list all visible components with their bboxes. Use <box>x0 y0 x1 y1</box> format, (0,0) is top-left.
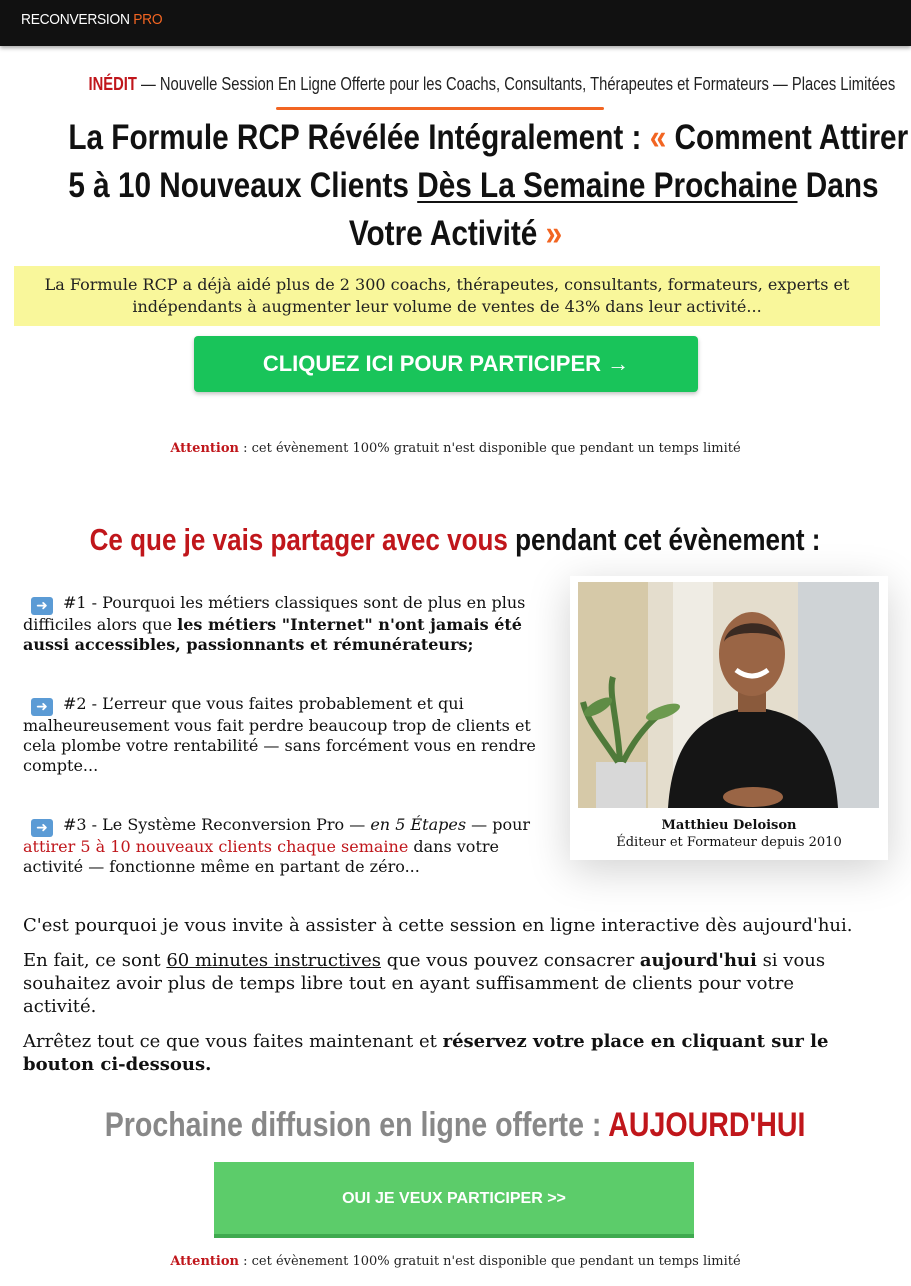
brand-name: RECONVERSION <box>21 11 130 28</box>
next-broadcast-title <box>0 1106 911 1145</box>
bullet-text: dans votre activité — fonctionne même en partant de zéro... <box>23 837 499 876</box>
section-title <box>0 522 911 558</box>
participate-button[interactable]: CLIQUEZ ICI POUR PARTICIPER → <box>194 336 698 392</box>
social-proof-line-1: La Formule RCP a déjà aidé plus de 2 300 coachs, thérapeutes, consultants, formateurs, experts et <box>44 275 850 294</box>
author-role: Éditeur et Formateur depuis 2010 <box>616 835 842 850</box>
bullet-text: — pour <box>466 815 531 834</box>
headline-text: Dans <box>797 166 879 205</box>
open-quote: « <box>649 118 667 157</box>
attention-text: : cet évènement 100% gratuit n'est disponible que pendant un temps limité <box>238 441 741 456</box>
headline-underlined: Dès La Semaine Prochaine <box>417 166 798 205</box>
yes-participate-button[interactable]: OUI JE VEUX PARTICIPER >> <box>214 1162 694 1238</box>
arrow-right-icon: ➜ <box>31 698 53 716</box>
paragraph-underline: 60 minutes instructives <box>166 950 381 971</box>
author-portrait <box>578 582 879 808</box>
arrow-right-icon: ➜ <box>31 819 53 837</box>
bullet-item-3 <box>23 815 563 877</box>
bullet-red-text: attirer 5 à 10 nouveaux clients chaque semaine <box>23 837 409 856</box>
brand-logo[interactable] <box>21 11 162 28</box>
accent-divider <box>276 107 604 110</box>
social-proof-line-2: indépendants à augmenter leur volume de ventes de 43% dans leur activité... <box>132 297 762 316</box>
headline-text: 5 à 10 Nouveaux Clients <box>68 166 418 205</box>
headline-text: La Formule RCP Révélée Intégralement : <box>68 118 650 157</box>
headline-line-2 <box>68 162 879 210</box>
attention-text: : cet évènement 100% gratuit n'est disponible que pendant un temps limité <box>238 1254 741 1269</box>
author-name: Matthieu Deloison <box>661 818 797 833</box>
attention-label: Attention <box>170 1254 239 1269</box>
paragraph-bold: réservez votre place en cliquant sur le bouton ci-dessous. <box>23 1031 829 1075</box>
social-proof-banner <box>14 266 880 326</box>
main-headline <box>0 114 911 258</box>
author-card <box>570 576 888 860</box>
paragraph-text: En fait, ce sont <box>23 950 167 971</box>
bullet-text: #1 - Pourquoi les métiers classiques sont de plus en plus difficiles alors que <box>23 593 526 634</box>
paragraph-text: si vous souhaitez avoir plus de temps libre tout en ayant suffisamment de clients pour votre activité. <box>23 950 826 1017</box>
bullet-italic: en 5 Étapes <box>370 815 467 834</box>
next-broadcast-when: AUJOURD'HUI <box>608 1106 806 1144</box>
bullet-item-1 <box>23 593 563 655</box>
duration-paragraph <box>23 949 873 1018</box>
top-navbar <box>0 0 911 46</box>
paragraph-text: que vous pouvez consacrer <box>381 950 640 971</box>
headline-line-3 <box>68 210 842 258</box>
bullet-item-2 <box>23 694 563 776</box>
paragraph-bold: aujourd'hui <box>639 950 757 971</box>
close-quote: » <box>545 214 563 253</box>
brand-suffix: PRO <box>133 11 163 28</box>
attention-note-top <box>0 441 911 456</box>
announcement-line <box>0 74 911 95</box>
headline-text: Votre Activité <box>348 214 546 253</box>
announcement-text: — Nouvelle Session En Ligne Offerte pour les Coachs, Consultants, Thérapeutes et Formateurs — Places Limitées <box>136 74 896 94</box>
invite-paragraph: C'est pourquoi je vous invite à assister à cette session en ligne interactive dès aujourd'hui. <box>23 915 853 936</box>
section-title-red: Ce que je vais partager avec vous <box>90 522 509 557</box>
attention-label: Attention <box>170 441 239 456</box>
author-photo <box>578 582 879 808</box>
bullet-text: #3 - Le Système Reconversion Pro — <box>63 815 371 834</box>
attention-note-bottom <box>0 1254 911 1269</box>
next-broadcast-label: Prochaine diffusion en ligne offerte : <box>105 1106 609 1144</box>
bullet-bold: les métiers "Internet" n'ont jamais été aussi accessibles, passionnants et rémunérateurs; <box>23 615 522 654</box>
headline-line-1 <box>68 114 909 162</box>
new-badge: INÉDIT <box>88 74 137 94</box>
arrow-right-icon: ➜ <box>31 597 53 615</box>
headline-text: Comment Attirer <box>666 118 909 157</box>
section-title-black: pendant cet évènement : <box>508 522 821 557</box>
bullet-text: #2 - L’erreur que vous faites probablement et qui malheureusement vous fait perdre beaucoup trop de clients et cela plombe votre rentabilité — sans forcément vous en rendre compte... <box>23 694 536 775</box>
reserve-paragraph <box>23 1030 873 1076</box>
paragraph-text: Arrêtez tout ce que vous faites maintenant et <box>23 1031 443 1052</box>
